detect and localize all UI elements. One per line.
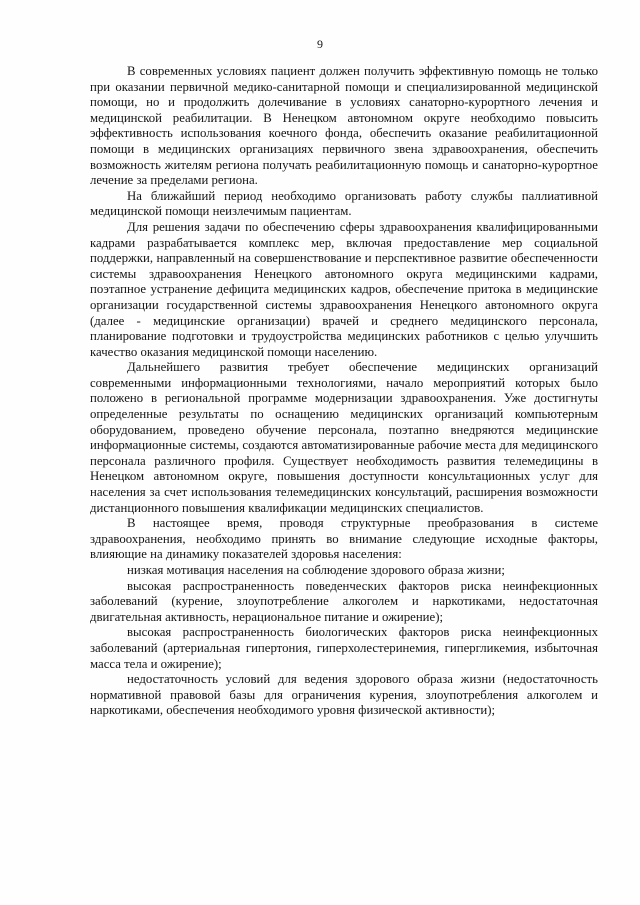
paragraph-rehabilitation: В современных условиях пациент должен получить эффективную помощь не только при оказании первичной медико-санитарной помощи и специализированной медицинской помощи, но и продолжить долечивание в условиях санаторно-курортного лечения и медицинской реабилитации. В Ненецком автономном округе необходимо повысить эффективность использования коечного фонда, обеспечить оказание реабилитационной помощи в медицинских организациях первичного звена здравоохранения, обеспечить возможность жителям региона получать реабилитационную помощь и санаторно-курортное лечение за пределами региона. — [90, 64, 598, 188]
list-item-behavioral-risk-factors: высокая распространенность поведенческих факторов риска неинфекционных заболеваний (курение, злоупотребление алкоголем и наркотиками, недостаточная двигательная активность, нерациональное питание и ожирение); — [90, 578, 598, 624]
list-item-low-motivation: низкая мотивация населения на соблюдение здорового образа жизни; — [127, 563, 505, 577]
paragraph-information-technology: Дальнейшего развития требует обеспечение медицинских организаций современными информационными технологиями, начало мероприятий которых было положено в региональной программе модернизации здравоохранения. Уже достигнуты определенные результаты по оснащению медицинских организаций компьютерным оборудованием, проведено обучение персонала, поэтапно внедряются медицинские информационные системы, создаются автоматизированные рабочие места для медицинского персонала различного профиля. Существует необходимость развития телемедицины в Ненецком автономном округе, повышения доступности консультационных услуг для населения за счет использования телемедицинских консультаций, расширения возможности дистанционного повышения квалификации медицинских специалистов. — [90, 360, 598, 515]
paragraph-staffing: Для решения задачи по обеспечению сферы здравоохранения квалифицированными кадрами разрабатывается комплекс мер, включая предоставление мер социальной поддержки, направленный на совершенствование и перспективное развитие обеспеченности системы здравоохранения Ненецкого автономного округа медицинскими кадрами, поэтапное устранение дефицита медицинских кадров, обеспечение притока в медицинские организации государственной системы здравоохранения Ненецкого автономного округа (далее - медицинские организации) врачей и среднего медицинского персонала, планирование подготовки и трудоустройства медицинских работников с целью улучшить качество оказания медицинской помощи населению. — [90, 219, 598, 359]
page-number: 9 — [317, 37, 323, 51]
paragraph-palliative-care: На ближайший период необходимо организовать работу службы паллиативной медицинской помощи неизлечимым пациентам. — [90, 188, 598, 219]
list-item-insufficient-conditions: недостаточность условий для ведения здорового образа жизни (недостаточность нормативной правовой базы для ограничения курения, злоупотребления алкоголем и наркотиками, обеспечения необходимого уровня физической активности); — [90, 672, 598, 718]
paragraph-structural-reforms: В настоящее время, проводя структурные преобразования в системе здравоохранения, необходимо принять во внимание следующие исходные факторы, влияющие на динамику показателей здоровья населения: — [90, 516, 598, 562]
body-text — [90, 64, 598, 719]
list-item-biological-risk-factors: высокая распространенность биологических факторов риска неинфекционных заболеваний (артериальная гипертония, гиперхолестеринемия, гипергликемия, избыточная масса тела и ожирение); — [90, 625, 598, 671]
